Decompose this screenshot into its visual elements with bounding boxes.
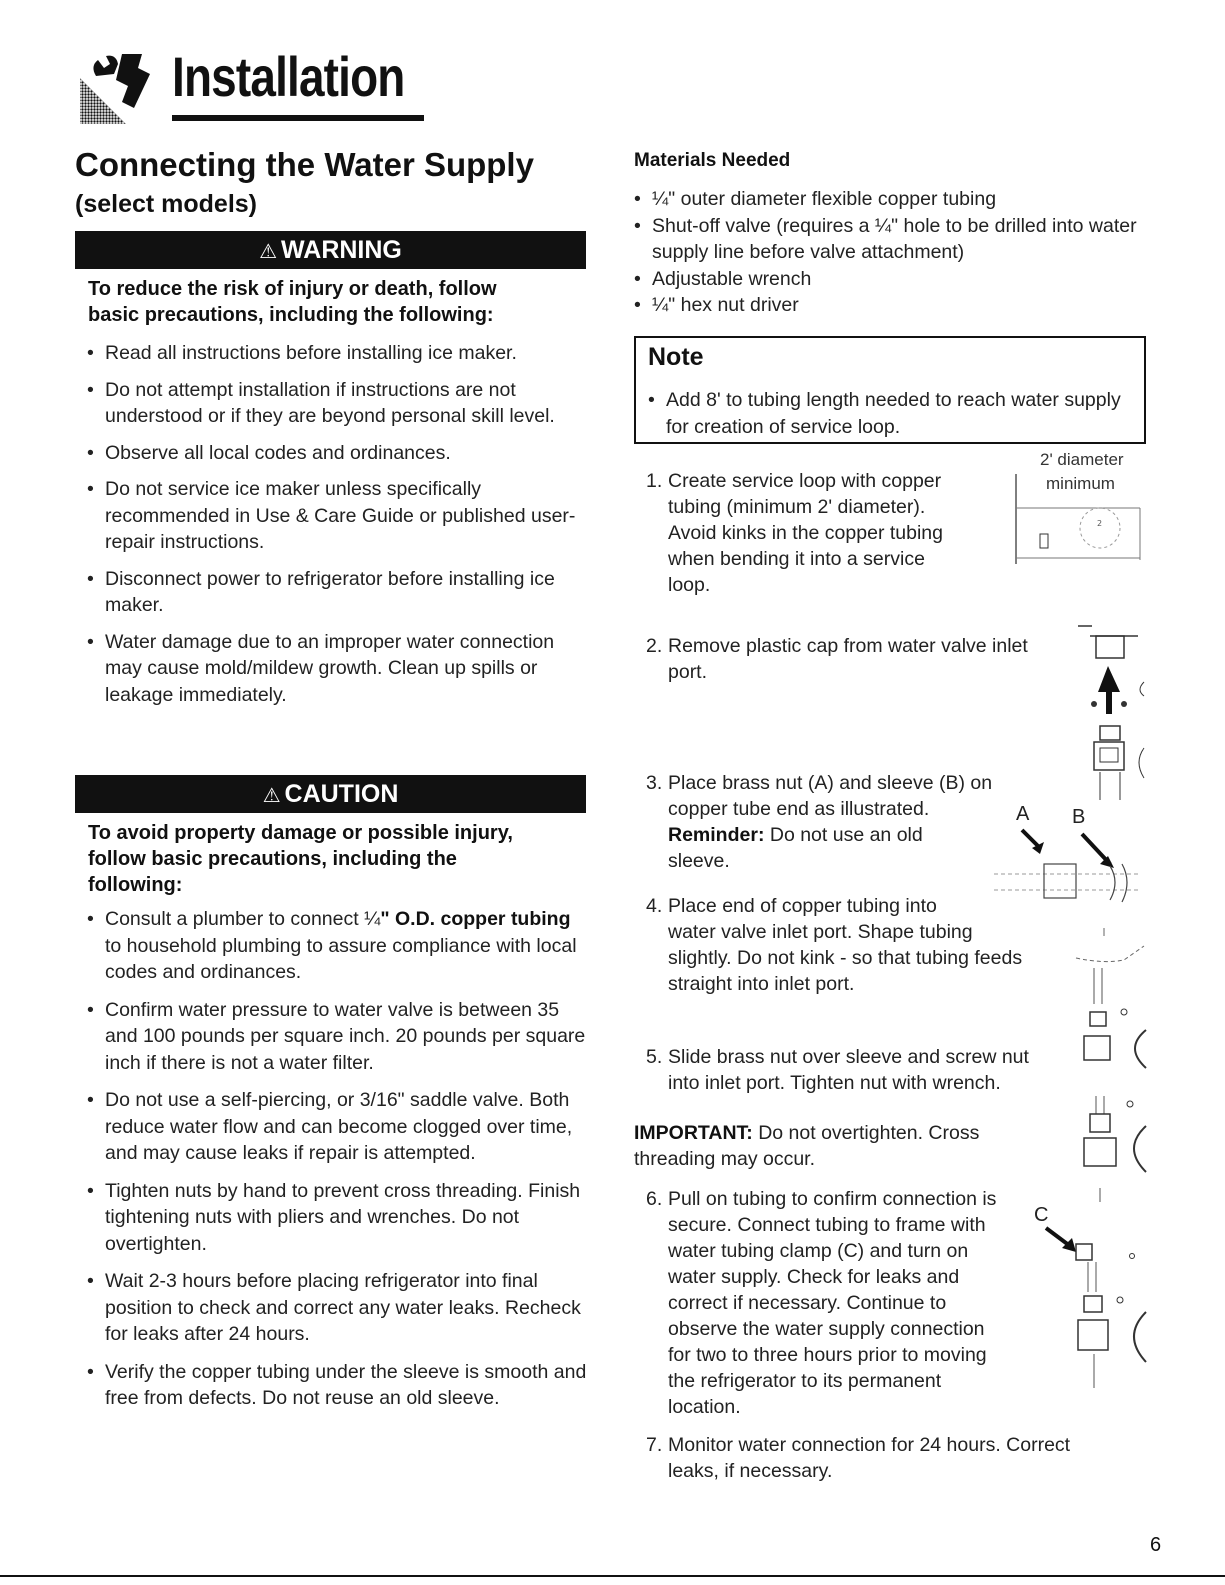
step-text [668,1432,1070,1484]
step-line: Remove plastic cap from water valve inlet [668,635,1028,657]
step-number: 6. [646,1188,663,1210]
step-line: for two to three hours prior to moving [668,1344,987,1366]
step-line: loop. [668,574,711,596]
step-line: copper tube end as illustrated. [668,798,930,820]
list-item: • Do not service ice maker unless specifically recommended in Use & Care Guide or published user-repair instructions. [87,476,587,556]
text-run: to household plumbing to assure compliance with local codes and ordinances. [105,934,577,983]
step-line: location. [668,1396,741,1418]
valve-inlet-illustration [1078,622,1148,802]
list-item: • Do not attempt installation if instructions are not understood or if they are beyond personal skill level. [87,377,587,430]
label-c: C [1034,1204,1049,1226]
text-run: tubing [510,908,571,930]
list-item: • Observe all local codes and ordinances. [87,440,587,467]
step-text [668,1186,996,1420]
important-line: threading may occur. [634,1148,816,1170]
footer-rule [0,1575,1225,1577]
diameter-label: 2' diameter [1040,450,1124,469]
important-line [634,1120,1034,1146]
step-6 [646,1186,1036,1426]
step-line: Avoid kinks in the copper tubing [668,522,943,544]
note-list [648,387,1128,440]
list-item: • ¼" hex nut driver [634,292,1154,319]
text-run: Do not use an old [764,824,923,846]
note-heading: Note [648,343,704,371]
step-line: secure. Connect tubing to frame with [668,1214,986,1236]
label-a: A [1016,803,1030,825]
list-item: • Shut-off valve (requires a ¼" hole to be drilled into water supply line before valve attachment) [634,213,1154,266]
step-line: Pull on tubing to confirm connection is [668,1188,997,1210]
section-subtitle: (select models) [75,190,258,218]
section-title: Connecting the Water Supply [75,146,534,183]
caution-lead-line: following: [88,874,183,896]
page-number: 6 [1150,1534,1162,1556]
step-line: tubing (minimum 2' diameter). [668,496,926,518]
installation-wrench-icon [78,48,154,128]
list-item: • Adjustable wrench [634,266,1154,293]
caution-lead-line: To avoid property damage or possible injury, [88,822,513,844]
list-item [87,906,587,986]
warning-lead-line: To reduce the risk of injury or death, follow [88,278,497,300]
list-item: • Tighten nuts by hand to prevent cross threading. Finish tightening nuts with pliers and wrenches. Do not overtighten. [87,1178,587,1258]
text-run: Do not overtighten. Cross [752,1122,980,1144]
label-b: B [1072,806,1086,828]
step-number: 1. [646,470,663,492]
step-line: water valve inlet port. Shape tubing [668,921,973,943]
list-item: • Wait 2-3 hours before placing refrigerator into final position to check and correct any water leaks. Recheck for leaks after 24 hours. [87,1268,587,1348]
list-item: • Read all instructions before installing ice maker. [87,340,587,367]
step-line: port. [668,661,708,683]
text-run: ¼ [364,908,381,930]
step-line: water supply. Check for leaks and [668,1266,960,1288]
step-line: when bending it into a service [668,548,925,570]
step-line: observe the water supply connection [668,1318,985,1340]
step-text [668,633,1028,685]
step-line: water tubing clamp (C) and turn on [668,1240,969,1262]
note-box [634,336,1146,444]
step-3 [646,770,1026,880]
step-line: Monitor water connection for 24 hours. Correct [668,1434,1071,1456]
step-line: Slide brass nut over sleeve and screw nut [668,1046,1029,1068]
step-line: correct if necessary. Continue to [668,1292,947,1314]
step-text [668,893,1022,997]
caution-banner-label: CAUTION [284,780,399,808]
list-item: • Do not use a self-piercing, or 3/16" saddle valve. Both reduce water flow and can become clogged over time, and may cause leaks if repair is attempted. [87,1087,587,1167]
important-note [634,1120,1034,1172]
warning-list [87,340,587,718]
list-item: • Disconnect power to refrigerator before installing ice maker. [87,566,587,619]
step-line: sleeve. [668,850,730,872]
step-7 [646,1432,1126,1488]
step-line: Create service loop with copper [668,470,942,492]
warning-lead [88,276,588,328]
step-number: 3. [646,772,663,794]
materials-heading: Materials Needed [634,150,791,171]
materials-list [634,186,1154,319]
step-line: slightly. Do not kink - so that tubing feeds [668,947,1023,969]
list-item: • Verify the copper tubing under the sleeve is smooth and free from defects. Do not reuse an old sleeve. [87,1359,587,1412]
caution-list [87,906,587,1423]
tightened-nut-illustration [1070,1092,1148,1204]
svg-text:2: 2 [1097,519,1103,528]
text-run: " O.D. copper [380,908,506,930]
step-line: straight into inlet port. [668,973,855,995]
warning-lead-line: basic precautions, including the following: [88,304,494,326]
list-item: • ¼" outer diameter flexible copper tubing [634,186,1154,213]
step-number: 2. [646,635,663,657]
caution-banner [75,775,586,813]
step-number: 5. [646,1046,663,1068]
warning-triangle-icon: ⚠ [262,785,281,807]
list-item: • Confirm water pressure to water valve is between 35 and 100 pounds per square inch. 20 pounds per square inch if there is not a water filter. [87,997,587,1077]
reminder-label: Reminder: [668,824,765,846]
step-5 [646,1044,1066,1100]
page-header-title: Installation [172,45,405,108]
step-2 [646,633,1066,689]
tubing-inlet-illustration [1064,918,1148,1078]
step-number: 7. [646,1434,663,1456]
list-item: • Water damage due to an improper water connection may cause mold/mildew growth. Clean up spills or leakage immediately. [87,629,587,709]
step-number: 4. [646,895,663,917]
step-line: into inlet port. Tighten nut with wrench. [668,1072,1001,1094]
header-underline [172,115,424,121]
step-line: the refrigerator to its permanent [668,1370,942,1392]
step-1 [646,468,976,608]
step-text [668,1044,1029,1096]
step-text [668,770,992,874]
step-text [668,468,943,598]
minimum-label: minimum [1046,474,1115,493]
step-line [668,822,992,848]
caution-lead [88,820,588,898]
text-run: Consult a plumber to connect [105,908,365,930]
step-line: leaks, if necessary. [668,1460,833,1482]
tubing-clamp-illustration [1040,1222,1148,1392]
caution-lead-line: follow basic precautions, including the [88,848,457,870]
important-label: IMPORTANT: [634,1122,753,1144]
step-line: Place brass nut (A) and sleeve (B) on [668,772,993,794]
warning-triangle-icon: ⚠ [259,241,278,263]
warning-banner-label: WARNING [281,236,402,264]
list-item: • Add 8' to tubing length needed to reach water supply for creation of service loop. [648,387,1128,440]
warning-banner [75,231,586,269]
step-line: Place end of copper tubing into [668,895,937,917]
service-loop-illustration [1012,470,1144,566]
step-4 [646,893,1086,1003]
